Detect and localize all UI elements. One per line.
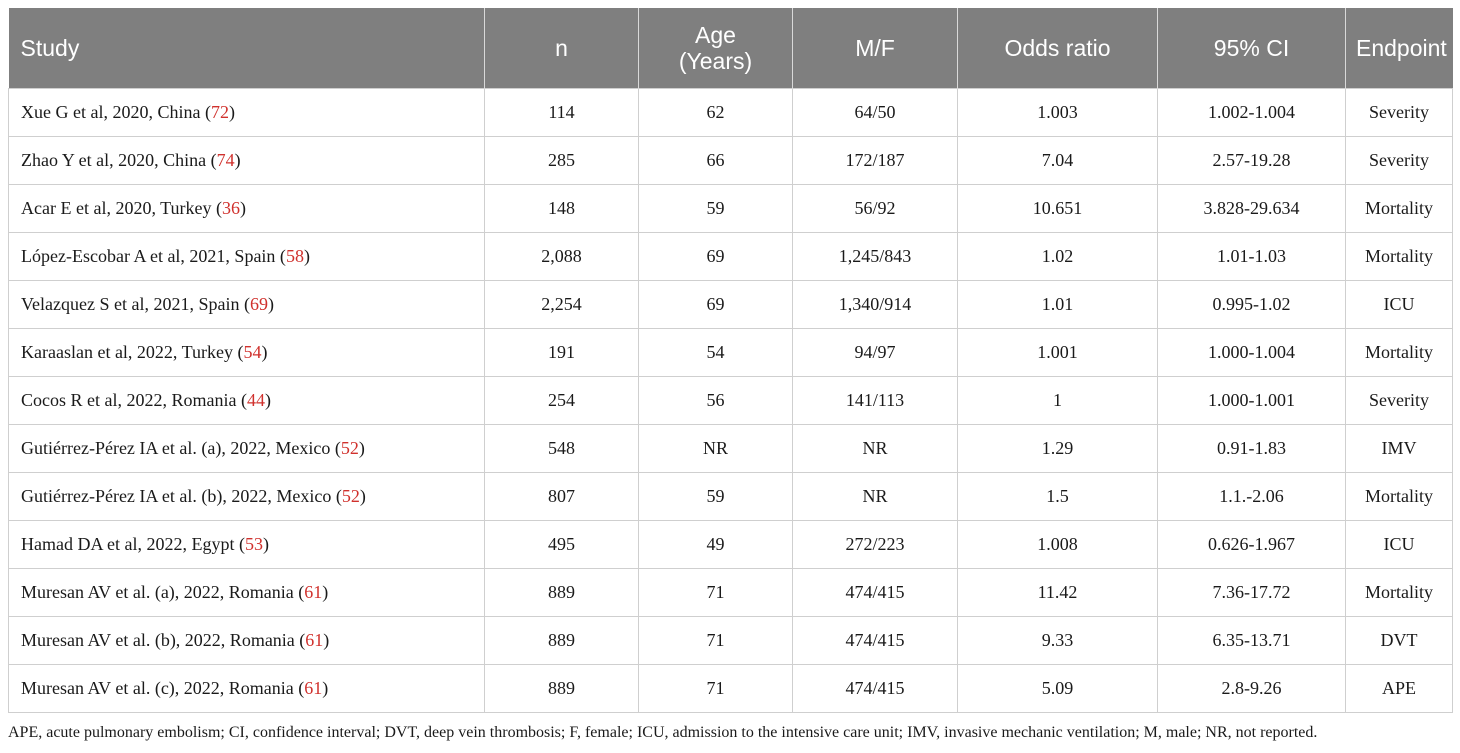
study-text: Muresan AV et al. (a), 2022, Romania ( <box>21 582 305 602</box>
cell-age: 49 <box>639 521 793 569</box>
cell-study <box>9 617 485 665</box>
cell-n: 114 <box>485 89 639 137</box>
reference-close-paren: ) <box>264 390 271 410</box>
cell-study <box>9 569 485 617</box>
cell-age: 59 <box>639 473 793 521</box>
cell-age: 54 <box>639 329 793 377</box>
table-row <box>9 617 1453 665</box>
reference-close-paren: ) <box>239 198 246 218</box>
cell-odds-ratio: 1.02 <box>958 233 1158 281</box>
cell-mf: NR <box>793 425 958 473</box>
cell-age: 56 <box>639 377 793 425</box>
reference-link[interactable]: 72 <box>210 102 229 122</box>
cell-endpoint: Mortality <box>1346 233 1453 281</box>
cell-study <box>9 233 485 281</box>
cell-n: 2,254 <box>485 281 639 329</box>
cell-study <box>9 425 485 473</box>
cell-odds-ratio: 1.5 <box>958 473 1158 521</box>
reference-close-paren: ) <box>228 102 235 122</box>
cell-ci: 1.002-1.004 <box>1158 89 1346 137</box>
table-row <box>9 281 1453 329</box>
reference-link[interactable]: 58 <box>285 246 304 266</box>
cell-age: 71 <box>639 665 793 713</box>
cell-odds-ratio: 1.29 <box>958 425 1158 473</box>
reference-link[interactable]: 61 <box>304 582 323 602</box>
cell-ci: 0.91-1.83 <box>1158 425 1346 473</box>
cell-n: 889 <box>485 617 639 665</box>
reference-close-paren: ) <box>322 678 329 698</box>
cell-study <box>9 329 485 377</box>
study-text: Hamad DA et al, 2022, Egypt ( <box>21 534 245 554</box>
cell-odds-ratio: 1.003 <box>958 89 1158 137</box>
reference-close-paren: ) <box>234 150 241 170</box>
table-row <box>9 665 1453 713</box>
cell-endpoint: Mortality <box>1346 473 1453 521</box>
study-text: Cocos R et al, 2022, Romania ( <box>21 390 247 410</box>
cell-mf: 141/113 <box>793 377 958 425</box>
cell-ci: 1.000-1.001 <box>1158 377 1346 425</box>
cell-n: 254 <box>485 377 639 425</box>
cell-age: 71 <box>639 617 793 665</box>
cell-odds-ratio: 1.001 <box>958 329 1158 377</box>
cell-study <box>9 89 485 137</box>
study-text: Gutiérrez-Pérez IA et al. (a), 2022, Mexico ( <box>21 438 341 458</box>
reference-link[interactable]: 69 <box>249 294 268 314</box>
cell-mf: 474/415 <box>793 617 958 665</box>
reference-close-paren: ) <box>303 246 310 266</box>
cell-odds-ratio: 5.09 <box>958 665 1158 713</box>
reference-link[interactable]: 54 <box>243 342 262 362</box>
study-text: Gutiérrez-Pérez IA et al. (b), 2022, Mexico ( <box>21 486 342 506</box>
reference-link[interactable]: 52 <box>340 438 359 458</box>
cell-endpoint: ICU <box>1346 521 1453 569</box>
reference-link[interactable]: 61 <box>305 630 324 650</box>
table-row <box>9 569 1453 617</box>
table-row <box>9 137 1453 185</box>
cell-endpoint: Mortality <box>1346 185 1453 233</box>
reference-close-paren: ) <box>358 438 365 458</box>
study-text: López-Escobar A et al, 2021, Spain ( <box>21 246 286 266</box>
header-odds-ratio: Odds ratio <box>958 8 1158 89</box>
study-text: Muresan AV et al. (b), 2022, Romania ( <box>21 630 306 650</box>
cell-endpoint: APE <box>1346 665 1453 713</box>
cell-odds-ratio: 1.01 <box>958 281 1158 329</box>
header-endpoint: Endpoint <box>1346 8 1453 89</box>
cell-n: 548 <box>485 425 639 473</box>
cell-study <box>9 185 485 233</box>
cell-study <box>9 665 485 713</box>
cell-study <box>9 473 485 521</box>
cell-odds-ratio: 9.33 <box>958 617 1158 665</box>
cell-age: 59 <box>639 185 793 233</box>
reference-close-paren: ) <box>262 534 269 554</box>
cell-ci: 3.828-29.634 <box>1158 185 1346 233</box>
reference-link[interactable]: 61 <box>304 678 323 698</box>
studies-table-container <box>8 8 1452 713</box>
reference-close-paren: ) <box>267 294 274 314</box>
cell-mf: 172/187 <box>793 137 958 185</box>
cell-endpoint: Severity <box>1346 89 1453 137</box>
header-study: Study <box>9 8 485 89</box>
header-n: n <box>485 8 639 89</box>
reference-link[interactable]: 74 <box>216 150 235 170</box>
cell-odds-ratio: 1 <box>958 377 1158 425</box>
cell-endpoint: Mortality <box>1346 329 1453 377</box>
cell-age: 66 <box>639 137 793 185</box>
cell-ci: 0.626-1.967 <box>1158 521 1346 569</box>
cell-ci: 2.8-9.26 <box>1158 665 1346 713</box>
study-text: Velazquez S et al, 2021, Spain ( <box>21 294 250 314</box>
cell-ci: 1.000-1.004 <box>1158 329 1346 377</box>
cell-mf: 56/92 <box>793 185 958 233</box>
cell-ci: 6.35-13.71 <box>1158 617 1346 665</box>
study-text: Zhao Y et al, 2020, China ( <box>21 150 217 170</box>
table-row <box>9 377 1453 425</box>
reference-close-paren: ) <box>261 342 268 362</box>
cell-n: 495 <box>485 521 639 569</box>
cell-mf: 474/415 <box>793 569 958 617</box>
cell-endpoint: IMV <box>1346 425 1453 473</box>
study-text: Karaaslan et al, 2022, Turkey ( <box>21 342 244 362</box>
cell-mf: 474/415 <box>793 665 958 713</box>
cell-age: NR <box>639 425 793 473</box>
cell-n: 807 <box>485 473 639 521</box>
cell-odds-ratio: 1.008 <box>958 521 1158 569</box>
table-row <box>9 233 1453 281</box>
cell-age: 71 <box>639 569 793 617</box>
cell-n: 889 <box>485 665 639 713</box>
cell-mf: 1,245/843 <box>793 233 958 281</box>
header-age: Age (Years) <box>639 8 793 89</box>
table-row <box>9 521 1453 569</box>
cell-ci: 1.1.-2.06 <box>1158 473 1346 521</box>
table-row <box>9 473 1453 521</box>
reference-link[interactable]: 53 <box>244 534 263 554</box>
cell-endpoint: Severity <box>1346 377 1453 425</box>
table-row <box>9 89 1453 137</box>
cell-n: 148 <box>485 185 639 233</box>
cell-endpoint: Severity <box>1346 137 1453 185</box>
reference-link[interactable]: 52 <box>341 486 360 506</box>
cell-mf: 272/223 <box>793 521 958 569</box>
cell-mf: 1,340/914 <box>793 281 958 329</box>
cell-age: 69 <box>639 233 793 281</box>
cell-mf: 94/97 <box>793 329 958 377</box>
table-row <box>9 185 1453 233</box>
table-footnote: APE, acute pulmonary embolism; CI, confidence interval; DVT, deep vein thrombosis; F, female; ICU, admission to the intensive care unit; IMV, invasive mechanic ventilation; M, male; NR, not reported. <box>8 724 1318 741</box>
reference-close-paren: ) <box>359 486 366 506</box>
cell-age: 62 <box>639 89 793 137</box>
table-row <box>9 425 1453 473</box>
header-mf: M/F <box>793 8 958 89</box>
cell-endpoint: ICU <box>1346 281 1453 329</box>
cell-n: 285 <box>485 137 639 185</box>
cell-odds-ratio: 7.04 <box>958 137 1158 185</box>
cell-ci: 7.36-17.72 <box>1158 569 1346 617</box>
cell-n: 2,088 <box>485 233 639 281</box>
reference-close-paren: ) <box>322 582 329 602</box>
cell-study <box>9 281 485 329</box>
header-ci: 95% CI <box>1158 8 1346 89</box>
study-text: Acar E et al, 2020, Turkey ( <box>21 198 222 218</box>
reference-link[interactable]: 36 <box>221 198 240 218</box>
cell-study <box>9 521 485 569</box>
study-text: Xue G et al, 2020, China ( <box>21 102 211 122</box>
reference-close-paren: ) <box>323 630 330 650</box>
cell-age: 69 <box>639 281 793 329</box>
table-header-row <box>9 8 1453 89</box>
study-text: Muresan AV et al. (c), 2022, Romania ( <box>21 678 305 698</box>
cell-ci: 0.995-1.02 <box>1158 281 1346 329</box>
cell-ci: 1.01-1.03 <box>1158 233 1346 281</box>
cell-mf: NR <box>793 473 958 521</box>
cell-n: 191 <box>485 329 639 377</box>
cell-endpoint: DVT <box>1346 617 1453 665</box>
cell-mf: 64/50 <box>793 89 958 137</box>
reference-link[interactable]: 44 <box>246 390 265 410</box>
studies-table <box>8 8 1453 713</box>
cell-n: 889 <box>485 569 639 617</box>
cell-odds-ratio: 11.42 <box>958 569 1158 617</box>
table-body <box>9 89 1453 713</box>
cell-ci: 2.57-19.28 <box>1158 137 1346 185</box>
cell-study <box>9 377 485 425</box>
cell-odds-ratio: 10.651 <box>958 185 1158 233</box>
table-row <box>9 329 1453 377</box>
cell-endpoint: Mortality <box>1346 569 1453 617</box>
cell-study <box>9 137 485 185</box>
